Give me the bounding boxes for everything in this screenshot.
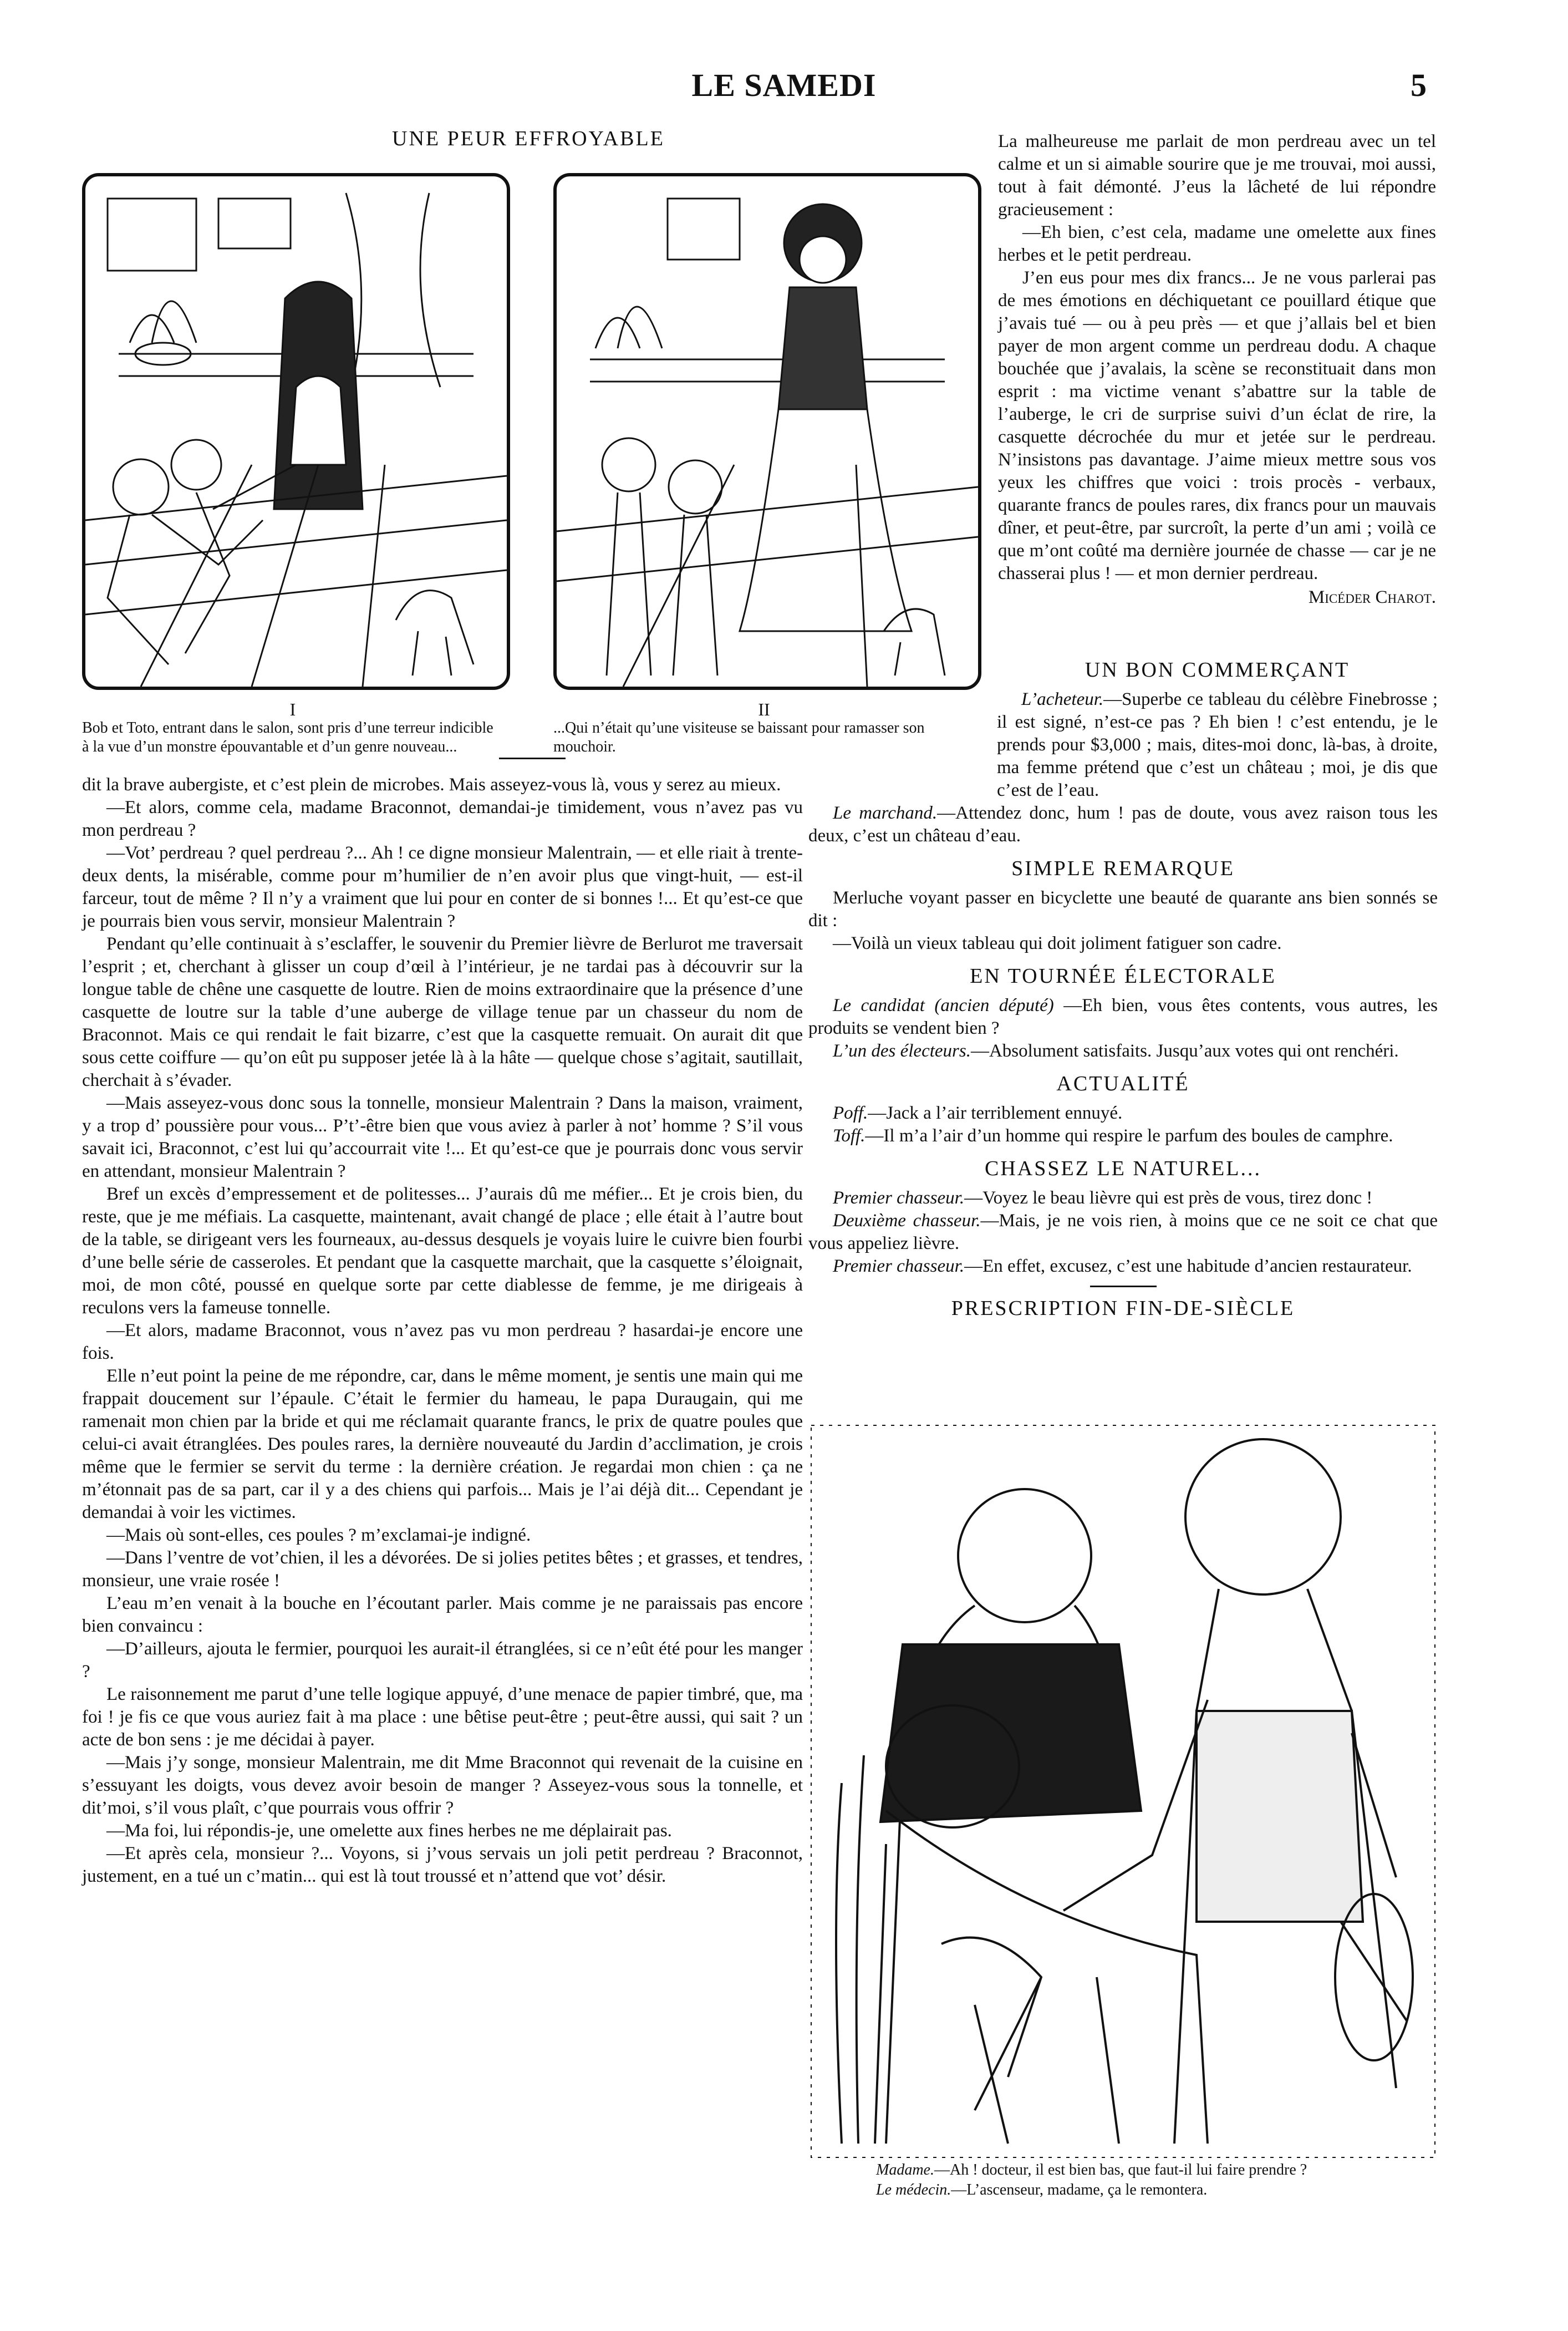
story-paragraph: —Vot’ perdreau ? quel perdreau ?... Ah ! ce digne monsieur Malentrain, — et elle riait à trente-deux dents, la misérable, comme pour m’humilier de n’en avoir plus que vingt-huit, — est-il farceur, tout de même ? Il n’y a vraiment que lui pour en conter de si bonnes !... Et qu’est-ce que je pourrais bien vous servir, monsieur Malentrain ?: [82, 843, 803, 931]
panel-numeral: I: [289, 699, 296, 719]
line-text: —Attendez donc, hum ! pas de doute, vous avez raison tous les deux, c’est un château d’eau.: [808, 803, 1438, 846]
joke-line: [808, 1102, 1438, 1125]
illustration-caption: [876, 2160, 1430, 2200]
joke-line: [808, 1187, 1438, 1210]
story-paragraph: —Eh bien, c’est cela, madame une omelette aux fines herbes et le petit perdreau.: [998, 222, 1436, 265]
joke-line: [808, 994, 1438, 1040]
line-text: —Eh bien, vous êtes contents, vous autres, les produits se vendent bien ?: [808, 996, 1438, 1038]
line-text: —En effet, excusez, c’est une habitude d’ancien restaurateur.: [964, 1256, 1412, 1276]
joke-line: Merluche voyant passer en bicyclette une beauté de quarante ans bien sonnés se dit :: [808, 888, 1438, 931]
story-paragraph: —Et alors, madame Braconnot, vous n’avez pas vu mon perdreau ? hasardai-je encore une fois.: [82, 1321, 803, 1363]
speaker: Deuxième chasseur.: [833, 1211, 981, 1231]
story-paragraph: L’eau m’en venait à la bouche en l’écoutant parler. Mais comme je ne paraissais pas encore bien convaincu :: [82, 1593, 803, 1636]
panel-numeral: II: [758, 699, 770, 719]
newspaper-title: LE SAMEDI: [691, 67, 877, 103]
line-text: —L’ascenseur, madame, ça le remontera.: [951, 2181, 1208, 2198]
story-paragraph: —Et après cela, monsieur ?... Voyons, si j’vous servais un joli petit perdreau ? Braconnot, justement, en a tué un c’matin... qui est là tout troussé et n’attend que vot’ désir.: [82, 1844, 803, 1886]
section-title: SIMPLE REMARQUE: [1011, 857, 1235, 880]
joke-line: [808, 1210, 1438, 1255]
line-text: —Superbe ce tableau du célèbre Finebrosse ; il est signé, n’est-ce pas ? Eh bien ! c’est entendu, je le prends pour $3,000 ; mais, dites-moi donc, là-bas, à droite, ma femme prétend que c’est un château ; moi, je dis que c’est de l’eau.: [997, 689, 1438, 800]
divider: [1090, 1286, 1157, 1287]
author-signature: Micéder Charot.: [1308, 587, 1436, 607]
speaker: Toff.: [833, 1126, 866, 1146]
story-paragraph: —Mais où sont-elles, ces poules ? m’exclamai-je indigné.: [106, 1525, 531, 1545]
line-text: —Il m’a l’air d’un homme qui respire le parfum des boules de camphre.: [865, 1126, 1393, 1146]
caption-line: [876, 2160, 1430, 2180]
page-number: 5: [1411, 67, 1427, 103]
main-story-column: [82, 774, 803, 1888]
caption-text: ...Qui n’était qu’une visiteuse se baissant pour ramasser son mouchoir.: [553, 719, 925, 755]
speaker: L’acheteur.: [1021, 689, 1104, 709]
speaker: Le candidat (ancien député): [833, 996, 1054, 1015]
caption-text: Bob et Toto, entrant dans le salon, sont pris d’une terreur indicible à la vue d’un monstre épouvantable et d’un genre nouveau...: [82, 719, 493, 755]
story-paragraph: J’en eus pour mes dix francs... Je ne vous parlerai pas de mes émotions en déchiquetant ce pouillard étique que j’avais tué — ou à peu près — et que j’allais bel et bien payer de mon argent comme un perdreau dodu. A chaque bouchée que j’avalais, la scène se reconstituait dans mon esprit : ma victime venant s’abattre sur la table de l’auberge, le cri de surprise suivi d’un éclat de rire, la casquette décrochée du mur et jetée sur le perdreau. N’insistons pas davantage. J’aime mieux mettre sous vos yeux les chiffres que voici : trois procès - verbaux, quarante francs de poules rares, dix francs pour un mauvais dîner, et peut-être, par surcroît, la perte d’un ami ; voilà ce que m’ont coûté ma dernière journée de chasse — car je ne chasserai plus ! — et mon dernier perdreau.: [998, 268, 1436, 583]
section-title: UN BON COMMERÇANT: [1085, 658, 1350, 682]
caption-line: [876, 2180, 1430, 2200]
doctor-patient-illustration: [808, 1423, 1438, 2160]
story-paragraph: Pendant qu’elle continuait à s’esclaffer, le souvenir du Premier lièvre de Berlurot me traversait l’esprit ; et, cherchant à glisser un coup d’œil à l’intérieur, je ne tardai pas à découvrir sur la longue table de chêne une casquette de loutre. Rien de moins extraordinaire que la présence d’une casquette de loutre sur la table d’une auberge de village tenue par un chasseur du nom de Braconnot. Mais ce qui rendait le fait bizarre, c’est que la casquette remuait. On aurait dit que sous cette coiffure — qu’on eût pu supposer jetée là à la hâte — quelque chose s’agitait, sautillait, cherchait à s’évader.: [82, 934, 803, 1090]
joke-line: [808, 1040, 1438, 1063]
story-end-column: [998, 130, 1436, 609]
speaker: Premier chasseur.: [833, 1188, 965, 1208]
comic-panel-1: [82, 173, 510, 690]
story-paragraph: Bref un excès d’empressement et de politesses... J’aurais dû me méfier... Et je crois bien, du reste, que je me méfiais. La casquette, maintenant, avait changé de place ; elle était à l’autre bout de la table, se dirigeant vers les fourneaux, au-dessus desquels je voyais luire le cuivre bien fourbi d’une belle série de casseroles. Et pendant que la casquette marchait, que la casquette s’éloignait, moi, de mon côté, poussé en quelque sorte par cette diablesse de femme, je me dirigeais à reculons vers la fameuse tonnelle.: [82, 1184, 803, 1318]
section-title: EN TOURNÉE ÉLECTORALE: [970, 964, 1276, 988]
line-text: —Mais, je ne vois rien, à moins que ce ne soit ce chat que vous appeliez lièvre.: [808, 1211, 1438, 1253]
story-paragraph: La malheureuse me parlait de mon perdreau avec un tel calme et un si aimable sourire que je me trouvai, moi aussi, tout à fait démonté. J’eus la lâcheté de lui répondre gracieusement :: [998, 131, 1436, 220]
story-paragraph: —Mais j’y songe, monsieur Malentrain, me dit Mme Braconnot qui revenait de la cuisine en s’essuyant les doigts, vous devez avoir besoin de manger ? Asseyez-vous sous la tonnelle, et dit’moi, s’il vous plaît, c’que pourrais vous offrir ?: [82, 1753, 803, 1818]
visitor-handkerchief-illustration: [557, 176, 978, 687]
line-text: —Voyez le beau lièvre qui est près de vous, tirez donc !: [964, 1188, 1373, 1208]
speaker: L’un des électeurs.: [833, 1041, 971, 1061]
comic-panel-2: [553, 173, 981, 690]
joke-line: —Voilà un vieux tableau qui doit joliment fatiguer son cadre.: [833, 933, 1282, 953]
salon-monster-illustration: [85, 176, 507, 687]
jokes-column: [808, 649, 1438, 1327]
line-text: —Jack a l’air terriblement ennuyé.: [868, 1103, 1123, 1123]
line-text: —Absolument satisfaits. Jusqu’aux votes qui ont renchéri.: [970, 1041, 1399, 1061]
speaker: Le médecin.: [876, 2181, 951, 2198]
story-paragraph: —D’ailleurs, ajouta le fermier, pourquoi les aurait-il étranglées, si ce n’eût été pour les manger ?: [82, 1639, 803, 1682]
speaker: Le marchand.: [833, 803, 938, 823]
divider: [499, 758, 566, 759]
story-paragraph: Elle n’eut point la peine de me répondre, car, dans le même moment, je sentis une main qui me frappait doucement sur l’épaule. C’était le fermier du hameau, le papa Duraugain, qui me ramenait mon chien par la bride et qui me réclamait quarante francs, le prix de quatre poules que celui-ci avait étranglées. Des poules rares, la dernière nouveauté du Jardin d’acclimation, je crois même que le fermier se servit du terme : la dernière création. Je regardai mon chien : ça ne m’étonnait pas de sa part, car il y a des chiens qui parfois... Mais je l’ai déjà dit... Cependant je demandai à voir les victimes.: [82, 1366, 803, 1522]
story-paragraph: —Mais asseyez-vous donc sous la tonnelle, monsieur Malentrain ? Dans la maison, vraiment, y a trop d’ poussière pour vous... P’t’-être bien que vous aviez à parler à not’ homme ? S’il vous savait ici, Braconnot, c’est lui qu’accourrait vite !... Et qu’est-ce que je pourrais donc vous servir en attendant, monsieur Malentrain ?: [82, 1093, 803, 1181]
speaker: Premier chasseur.: [833, 1256, 965, 1276]
joke-line: [997, 688, 1438, 802]
line-text: —Ah ! docteur, il est bien bas, que faut-il lui faire prendre ?: [934, 2161, 1307, 2178]
comic-caption-1: [82, 700, 503, 756]
speaker: Poff.: [833, 1103, 868, 1123]
story-paragraph: Le raisonnement me parut d’une telle logique appuyé, d’une menace de papier timbré, que, ma foi ! je fis ce que vous auriez fait à ma place : une bêtise peut-être ; peut-être aussi, qui sait ? un acte de bon sens : je me décidai à payer.: [82, 1684, 803, 1750]
section-title: ACTUALITÉ: [1056, 1072, 1190, 1095]
joke-line: [808, 1125, 1438, 1147]
comic-title: UNE PEUR EFFROYABLE: [392, 127, 665, 150]
prescription-illustration: [808, 1423, 1438, 2160]
speaker: Madame.: [876, 2161, 934, 2178]
section-title: CHASSEZ LE NATUREL...: [985, 1157, 1261, 1180]
story-paragraph: —Dans l’ventre de vot’chien, il les a dévorées. De si jolies petites bêtes ; et grasses, et tendres, monsieur, une vraie rosée !: [82, 1548, 803, 1591]
story-paragraph: —Ma foi, lui répondis-je, une omelette aux fines herbes ne me déplairait pas.: [106, 1821, 672, 1841]
section-title: PRESCRIPTION FIN-DE-SIÈCLE: [951, 1297, 1295, 1320]
story-paragraph: dit la brave aubergiste, et c’est plein de microbes. Mais asseyez-vous là, vous y serez au mieux.: [82, 775, 781, 795]
joke-line: [808, 1255, 1438, 1278]
masthead: [0, 67, 1568, 111]
story-paragraph: —Et alors, comme cela, madame Braconnot, demandai-je timidement, vous n’avez pas vu mon perdreau ?: [82, 798, 803, 840]
joke-line: [808, 802, 1438, 847]
